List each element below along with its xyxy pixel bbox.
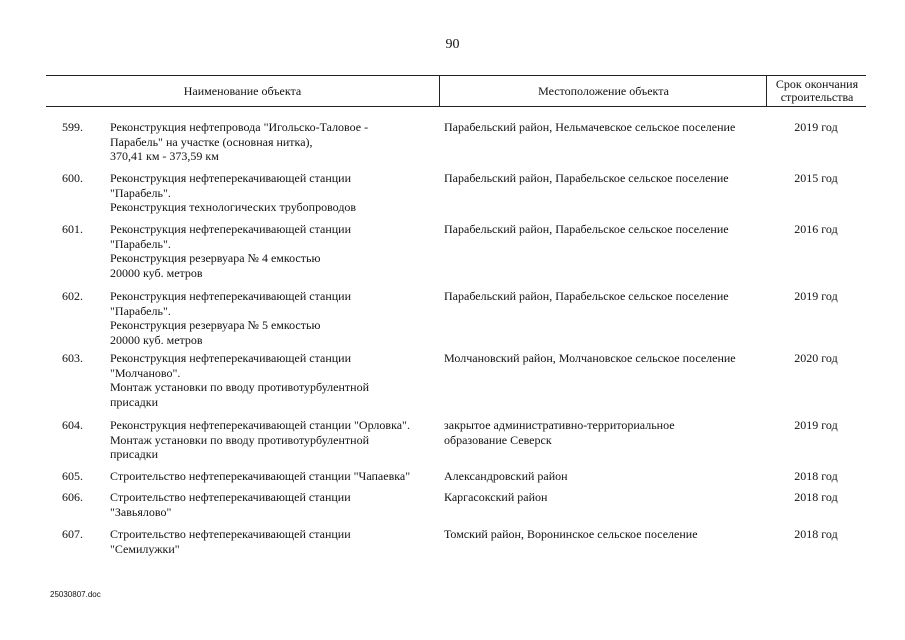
object-location: Парабельский район, Парабельское сельское поселение [444,222,729,236]
object-location: Молчановский район, Молчановское сельское поселение [444,351,736,365]
completion-year: 2016 год [794,222,838,236]
object-name: Реконструкция нефтепровода "Игольско-Таловое - Парабель" на участке (основная нитка), 370,41 км - 373,59 км [110,120,369,163]
object-name: Строительство нефтеперекачивающей станции "Чапаевка" [110,469,411,483]
object-name: Реконструкция нефтеперекачивающей станции "Молчаново". Монтаж установки по вводу противотурбулентной присадки [110,351,370,409]
row-number: 602. [62,289,83,303]
page-number: 90 [445,37,460,52]
object-location: Александровский район [444,469,568,483]
completion-year: 2018 год [794,527,838,541]
header-deadline-label: Срок окончания строительства [775,77,859,104]
table-row [0,527,905,561]
row-number: 607. [62,527,83,541]
table-header [46,75,866,107]
table-row [0,289,905,351]
header-object-location: Местоположение объекта [439,76,767,106]
row-number: 604. [62,418,83,432]
object-name: Реконструкция нефтеперекачивающей станции "Парабель". Реконструкция резервуара № 4 емкостью 20000 куб. метров [110,222,352,280]
table-row [0,490,905,527]
object-location: Парабельский район, Нельмачевское сельское поселение [444,120,736,134]
completion-year: 2019 год [794,418,838,432]
object-location: Парабельский район, Парабельское сельское поселение [444,289,729,303]
row-number: 605. [62,469,83,483]
object-location: закрытое административно-территориальное образование Северск [444,418,675,447]
row-number: 600. [62,171,83,185]
row-number: 606. [62,490,83,504]
table-row [0,418,905,469]
table-row [0,351,905,418]
table-row [0,120,905,171]
object-name: Реконструкция нефтеперекачивающей станции "Парабель". Реконструкция технологических трубопроводов [110,171,357,214]
table-row [0,171,905,222]
object-name: Строительство нефтеперекачивающей станции "Завьялово" [110,490,351,519]
header-construction-deadline [766,76,867,106]
completion-year: 2018 год [794,469,838,483]
completion-year: 2018 год [794,490,838,504]
row-number: 599. [62,120,83,134]
row-number: 603. [62,351,83,365]
object-location: Парабельский район, Парабельское сельское поселение [444,171,729,185]
document-filename: 25030807.doc [50,590,101,599]
completion-year: 2019 год [794,289,838,303]
object-location: Каргасокский район [444,490,548,504]
table-row [0,222,905,289]
completion-year: 2019 год [794,120,838,134]
object-name: Строительство нефтеперекачивающей станции "Семилужки" [110,527,351,556]
object-location: Томский район, Воронинское сельское поселение [444,527,698,541]
row-number: 601. [62,222,83,236]
table-body [0,120,905,561]
table-row [0,469,905,490]
object-name: Реконструкция нефтеперекачивающей станции "Орловка". Монтаж установки по вводу противотурбулентной присадки [110,418,410,461]
object-name: Реконструкция нефтеперекачивающей станции "Парабель". Реконструкция резервуара № 5 емкостью 20000 куб. метров [110,289,352,347]
completion-year: 2020 год [794,351,838,365]
completion-year: 2015 год [794,171,838,185]
header-object-name: Наименование объекта [183,83,302,98]
